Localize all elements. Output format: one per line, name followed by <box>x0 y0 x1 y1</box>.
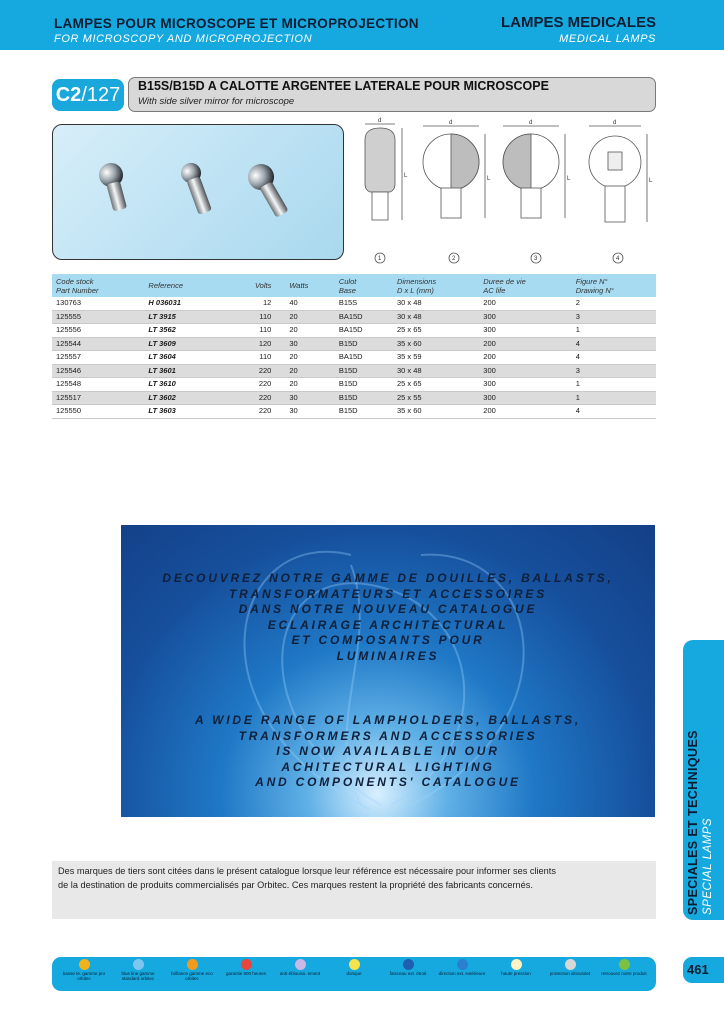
notice-line-2: de la destination de produits commercialisés par Orbitec. Ces marques restent la propriété des fabricants concernés. <box>58 880 533 890</box>
cell-part-number: 125548 <box>52 378 144 392</box>
footer-legend-item <box>114 959 162 981</box>
product-photo <box>52 124 344 260</box>
cell-watts: 20 <box>285 351 334 365</box>
promo-en-line: IS NOW AVAILABLE IN OUR <box>276 744 500 758</box>
drawing-dim-l-4: L <box>649 178 653 184</box>
cell-life: 300 <box>479 391 571 405</box>
footer-legend-item <box>384 959 432 976</box>
cell-watts: 30 <box>285 405 334 419</box>
table-row <box>52 378 656 392</box>
footer-legend-item <box>438 959 486 976</box>
cell-watts: 20 <box>285 324 334 338</box>
cell-drawing: 4 <box>572 351 656 365</box>
cell-volts: 12 <box>222 297 285 310</box>
promo-en-line: AND COMPONENTS' CATALOGUE <box>255 775 521 789</box>
cell-base: B15D <box>335 337 393 351</box>
section-title-en: With side silver mirror for microscope <box>138 96 295 107</box>
cell-volts: 110 <box>222 351 285 365</box>
specifications-table <box>52 274 656 419</box>
drawing-dim-d-2: d <box>449 120 453 126</box>
cell-part-number: 125557 <box>52 351 144 365</box>
cell-reference: LT 3603 <box>144 405 222 419</box>
drawing-label-1: 1 <box>378 256 382 262</box>
cell-dimensions: 35 x 60 <box>393 405 479 419</box>
technical-drawings <box>355 118 655 266</box>
footer-legend-item <box>222 959 270 976</box>
cell-life: 200 <box>479 337 571 351</box>
cell-reference: LT 3915 <box>144 310 222 324</box>
drawing-label-2: 2 <box>452 256 456 262</box>
promo-en-line: A WIDE RANGE OF LAMPHOLDERS, BALLASTS, <box>195 713 581 727</box>
legend-icon <box>241 959 252 970</box>
cell-volts: 220 <box>222 378 285 392</box>
cell-base: B15D <box>335 378 393 392</box>
cell-watts: 40 <box>285 297 334 310</box>
cell-base: B15D <box>335 364 393 378</box>
footer-legend-bar <box>52 957 656 991</box>
lamp-photo-illustration <box>53 125 343 259</box>
cell-watts: 20 <box>285 310 334 324</box>
drawing-dim-l-1: L <box>404 173 408 179</box>
cell-base: BA15D <box>335 310 393 324</box>
header-category-fr: LAMPES MEDICALES <box>500 14 656 31</box>
cell-base: BA15D <box>335 351 393 365</box>
cell-reference: LT 3601 <box>144 364 222 378</box>
legend-icon <box>79 959 90 970</box>
cell-life: 300 <box>479 310 571 324</box>
cell-volts: 110 <box>222 324 285 338</box>
cell-drawing: 3 <box>572 310 656 324</box>
side-tab-label-fr: SPECIALES ET TECHNIQUES <box>686 730 700 915</box>
cell-reference: LT 3562 <box>144 324 222 338</box>
legend-label: anti-éblouiss. ement <box>279 971 321 976</box>
cell-life: 300 <box>479 364 571 378</box>
cell-life: 200 <box>479 405 571 419</box>
cell-dimensions: 30 x 48 <box>393 364 479 378</box>
drawing-dim-d-4: d <box>613 120 617 126</box>
legend-label: brillance gamme eco orbitec <box>171 971 213 981</box>
cell-drawing: 3 <box>572 364 656 378</box>
cell-volts: 220 <box>222 364 285 378</box>
cell-part-number: 130763 <box>52 297 144 310</box>
legend-label: retrouvez notre produit <box>601 971 647 976</box>
cell-part-number: 125546 <box>52 364 144 378</box>
cell-reference: LT 3610 <box>144 378 222 392</box>
legend-label: dorique <box>346 971 362 976</box>
cell-dimensions: 25 x 65 <box>393 378 479 392</box>
cell-drawing: 4 <box>572 405 656 419</box>
table-row <box>52 405 656 419</box>
legend-icon <box>619 959 630 970</box>
footer-legend-item <box>600 959 648 976</box>
promo-fr-line: DANS NOTRE NOUVEAU CATALOGUE <box>238 602 538 616</box>
promo-text-en <box>121 713 655 791</box>
cell-dimensions: 35 x 60 <box>393 337 479 351</box>
section-code-number: /127 <box>81 84 121 106</box>
legend-label: protection ultraviolet <box>549 971 591 976</box>
footer-legend-item <box>330 959 378 976</box>
cell-volts: 220 <box>222 405 285 419</box>
header-title-en: FOR MICROSCOPY AND MICROPROJECTION <box>54 33 313 45</box>
drawing-dim-l-2: L <box>487 176 491 182</box>
cell-part-number: 125544 <box>52 337 144 351</box>
cell-part-number: 125556 <box>52 324 144 338</box>
page-number-tab <box>683 957 724 983</box>
cell-dimensions: 35 x 59 <box>393 351 479 365</box>
table-row <box>52 351 656 365</box>
cell-watts: 30 <box>285 391 334 405</box>
page-number: 461 <box>687 962 709 977</box>
promo-banner <box>121 525 655 817</box>
cell-drawing: 1 <box>572 378 656 392</box>
header-title-fr: LAMPES POUR MICROSCOPE ET MICROPROJECTION <box>54 16 419 31</box>
cell-part-number: 125517 <box>52 391 144 405</box>
footer-legend-item <box>492 959 540 976</box>
footer-legend-item <box>546 959 594 976</box>
footer-legend-item <box>60 959 108 981</box>
cell-watts: 30 <box>285 337 334 351</box>
promo-fr-line: ECLAIRAGE ARCHITECTURAL <box>267 617 509 632</box>
promo-fr-line: ET COMPOSANTS POUR <box>291 633 485 647</box>
section-code-badge <box>52 79 124 111</box>
section-code-prefix: C2 <box>55 84 82 106</box>
cell-dimensions: 30 x 48 <box>393 310 479 324</box>
cell-drawing: 4 <box>572 337 656 351</box>
promo-text-fr <box>121 571 655 664</box>
footer-legend-item <box>276 959 324 976</box>
table-header-row <box>52 274 656 297</box>
cell-dimensions: 25 x 55 <box>393 391 479 405</box>
cell-reference: LT 3604 <box>144 351 222 365</box>
header-volts: Volts <box>222 274 285 297</box>
cell-volts: 110 <box>222 310 285 324</box>
legend-label: haute pression <box>501 971 531 976</box>
header-dimensions: Dimensions D x L (mm) <box>393 274 479 297</box>
table-row <box>52 391 656 405</box>
legend-label: basse te. gamme pro orbitec <box>62 971 106 981</box>
drawing-label-4: 4 <box>616 256 620 262</box>
cell-part-number: 125550 <box>52 405 144 419</box>
footer-legend-item <box>168 959 216 981</box>
cell-drawing: 1 <box>572 391 656 405</box>
promo-en-line: TRANSFORMERS AND ACCESSORIES <box>238 728 538 743</box>
cell-reference: LT 3602 <box>144 391 222 405</box>
cell-base: BA15D <box>335 324 393 338</box>
table-row <box>52 297 656 310</box>
table-row <box>52 337 656 351</box>
legend-icon <box>295 959 306 970</box>
legend-label: blue line gamme standard orbitec <box>121 971 155 981</box>
legend-icon <box>565 959 576 970</box>
promo-fr-line: DECOUVREZ NOTRE GAMME DE DOUILLES, BALLASTS, <box>162 571 614 585</box>
cell-drawing: 1 <box>572 324 656 338</box>
legend-icon <box>187 959 198 970</box>
cell-watts: 20 <box>285 364 334 378</box>
legend-icon <box>511 959 522 970</box>
cell-life: 300 <box>479 378 571 392</box>
cell-part-number: 125555 <box>52 310 144 324</box>
cell-dimensions: 25 x 65 <box>393 324 479 338</box>
cell-life: 200 <box>479 297 571 310</box>
section-title-fr: B15S/B15D A CALOTTE ARGENTEE LATERALE POUR MICROSCOPE <box>138 79 549 93</box>
cell-reference: LT 3609 <box>144 337 222 351</box>
cell-reference: H 036031 <box>144 297 222 310</box>
legend-icon <box>457 959 468 970</box>
legend-icon <box>349 959 360 970</box>
promo-fr-line: TRANSFORMATEURS ET ACCESSOIRES <box>228 586 547 601</box>
cell-volts: 220 <box>222 391 285 405</box>
notice-line-1: Des marques de tiers sont citées dans le présent catalogue lorsque leur référence est nécessaire pour informer ses clients <box>58 866 556 876</box>
cell-volts: 120 <box>222 337 285 351</box>
promo-en-line: ACHITECTURAL LIGHTING <box>281 759 495 774</box>
legend-icon <box>403 959 414 970</box>
side-tab-label-en: SPECIAL LAMPS <box>702 817 714 915</box>
legend-label: faisceau ext. étroit <box>389 971 427 976</box>
legend-label: direction ext. extérieure <box>438 971 486 976</box>
cell-base: B15D <box>335 391 393 405</box>
cell-drawing: 2 <box>572 297 656 310</box>
drawing-label-3: 3 <box>534 256 538 262</box>
header-category-en: MEDICAL LAMPS <box>559 33 656 45</box>
cell-watts: 20 <box>285 378 334 392</box>
table-row <box>52 364 656 378</box>
promo-fr-line: LUMINAIRES <box>336 648 440 663</box>
header-base: Culot Base <box>335 274 393 297</box>
header-watts: Watts <box>285 274 334 297</box>
cell-life: 200 <box>479 351 571 365</box>
legend-label: garantie 800 heures <box>225 971 267 976</box>
header-life: Duree de vie AC life <box>479 274 571 297</box>
cell-base: B15D <box>335 405 393 419</box>
header-drawing: Figure N° Drawing N° <box>572 274 656 297</box>
trademark-notice <box>52 861 656 919</box>
cell-dimensions: 30 x 48 <box>393 297 479 310</box>
drawing-dim-d-1: d <box>378 118 382 124</box>
header-part-number: Code stock Part Number <box>52 274 144 297</box>
drawing-dim-l-3: L <box>567 176 571 182</box>
legend-icon <box>133 959 144 970</box>
cell-life: 300 <box>479 324 571 338</box>
table-row <box>52 324 656 338</box>
table-row <box>52 310 656 324</box>
drawing-dim-d-3: d <box>529 120 533 126</box>
cell-base: B15S <box>335 297 393 310</box>
header-reference: Reference <box>144 274 222 297</box>
